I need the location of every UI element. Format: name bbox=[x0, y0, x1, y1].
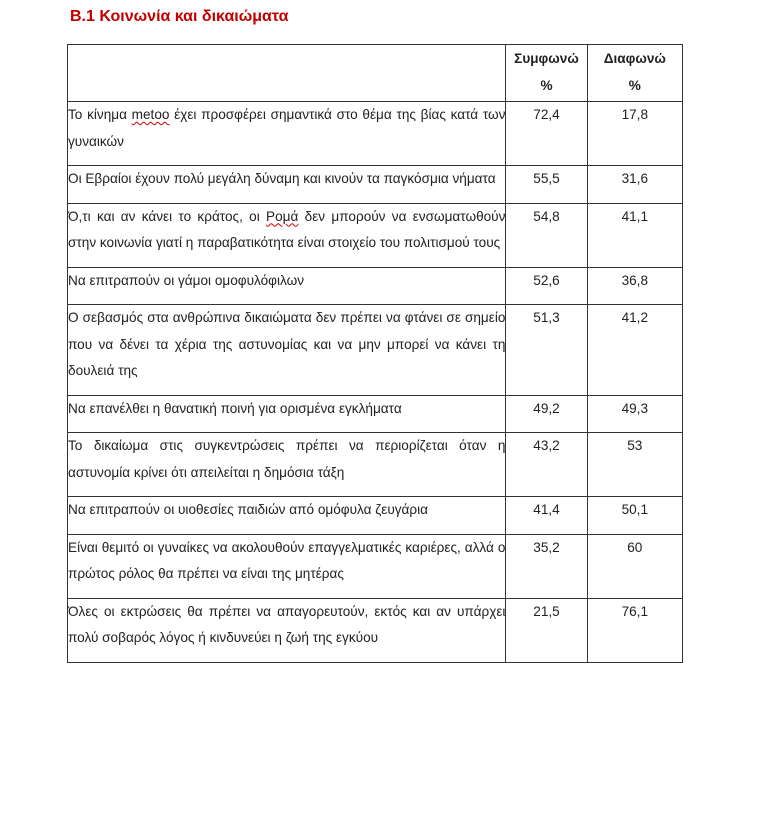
agree-value: 43,2 bbox=[506, 433, 587, 497]
header-agree bbox=[506, 45, 587, 102]
table-header-row bbox=[68, 45, 683, 102]
statement-cell: Να επανέλθει η θανατική ποινή για ορισμένα εγκλήματα bbox=[68, 395, 506, 433]
disagree-value: 49,3 bbox=[587, 395, 682, 433]
agree-value: 54,8 bbox=[506, 203, 587, 267]
table-row bbox=[68, 497, 683, 535]
header-disagree bbox=[587, 45, 682, 102]
table-row bbox=[68, 102, 683, 166]
statement-cell: Να επιτραπούν οι γάμοι ομοφυλόφιλων bbox=[68, 267, 506, 305]
statement-cell: Είναι θεμιτό οι γυναίκες να ακολουθούν επαγγελματικές καριέρες, αλλά ο πρώτος ρόλος θα πρέπει να είναι της μητέρας bbox=[68, 534, 506, 598]
agree-value: 72,4 bbox=[506, 102, 587, 166]
table-row bbox=[68, 395, 683, 433]
agree-value: 52,6 bbox=[506, 267, 587, 305]
agree-value: 55,5 bbox=[506, 166, 587, 204]
statement-cell: Ό,τι και αν κάνει το κράτος, οι Ρομά δεν μπορούν να ενσωματωθούν στην κοινωνία γιατί η παραβατικότητα είναι στοιχείο του πολιτισμού τους bbox=[68, 203, 506, 267]
header-agree-unit: % bbox=[540, 78, 553, 93]
table-row bbox=[68, 534, 683, 598]
disagree-value: 36,8 bbox=[587, 267, 682, 305]
statement-cell: Όλες οι εκτρώσεις θα πρέπει να απαγορευτούν, εκτός και αν υπάρχει πολύ σοβαρός λόγος ή κινδυνεύει η ζωή της εγκύου bbox=[68, 598, 506, 662]
section-title: B.1 Κοινωνία και δικαιώματα bbox=[70, 8, 289, 25]
agree-value: 21,5 bbox=[506, 598, 587, 662]
table-row bbox=[68, 166, 683, 204]
disagree-value: 60 bbox=[587, 534, 682, 598]
spellcheck-flagged-word: metoo bbox=[131, 107, 170, 122]
table-row bbox=[68, 267, 683, 305]
disagree-value: 41,1 bbox=[587, 203, 682, 267]
table-row bbox=[68, 433, 683, 497]
disagree-value: 17,8 bbox=[587, 102, 682, 166]
statement-cell: Να επιτραπούν οι υιοθεσίες παιδιών από ομόφυλα ζευγάρια bbox=[68, 497, 506, 535]
table-row bbox=[68, 305, 683, 396]
agree-value: 35,2 bbox=[506, 534, 587, 598]
disagree-value: 41,2 bbox=[587, 305, 682, 396]
header-agree-label: Συμφωνώ bbox=[514, 51, 579, 66]
disagree-value: 53 bbox=[587, 433, 682, 497]
statement-cell: Το δικαίωμα στις συγκεντρώσεις πρέπει να περιορίζεται όταν η αστυνομία κρίνει ότι απειλείται η δημόσια τάξη bbox=[68, 433, 506, 497]
statement-cell: Οι Εβραίοι έχουν πολύ μεγάλη δύναμη και κινούν τα παγκόσμια νήματα bbox=[68, 166, 506, 204]
survey-table bbox=[67, 44, 683, 663]
statement-cell: Ο σεβασμός στα ανθρώπινα δικαιώματα δεν πρέπει να φτάνει σε σημείο που να δένει τα χέρια της αστυνομίας και να μην μπορεί να κάνει τη δουλειά της bbox=[68, 305, 506, 396]
disagree-value: 31,6 bbox=[587, 166, 682, 204]
spellcheck-flagged-word: Ρομά bbox=[266, 208, 299, 224]
table-row bbox=[68, 203, 683, 267]
agree-value: 49,2 bbox=[506, 395, 587, 433]
header-statement bbox=[68, 45, 506, 102]
disagree-value: 50,1 bbox=[587, 497, 682, 535]
header-disagree-unit: % bbox=[628, 78, 641, 93]
statement-cell: Το κίνημα metoo έχει προσφέρει σημαντικά στο θέμα της βίας κατά των γυναικών bbox=[68, 102, 506, 166]
table-row bbox=[68, 598, 683, 662]
agree-value: 51,3 bbox=[506, 305, 587, 396]
agree-value: 41,4 bbox=[506, 497, 587, 535]
disagree-value: 76,1 bbox=[587, 598, 682, 662]
header-disagree-label: Διαφωνώ bbox=[603, 51, 666, 66]
